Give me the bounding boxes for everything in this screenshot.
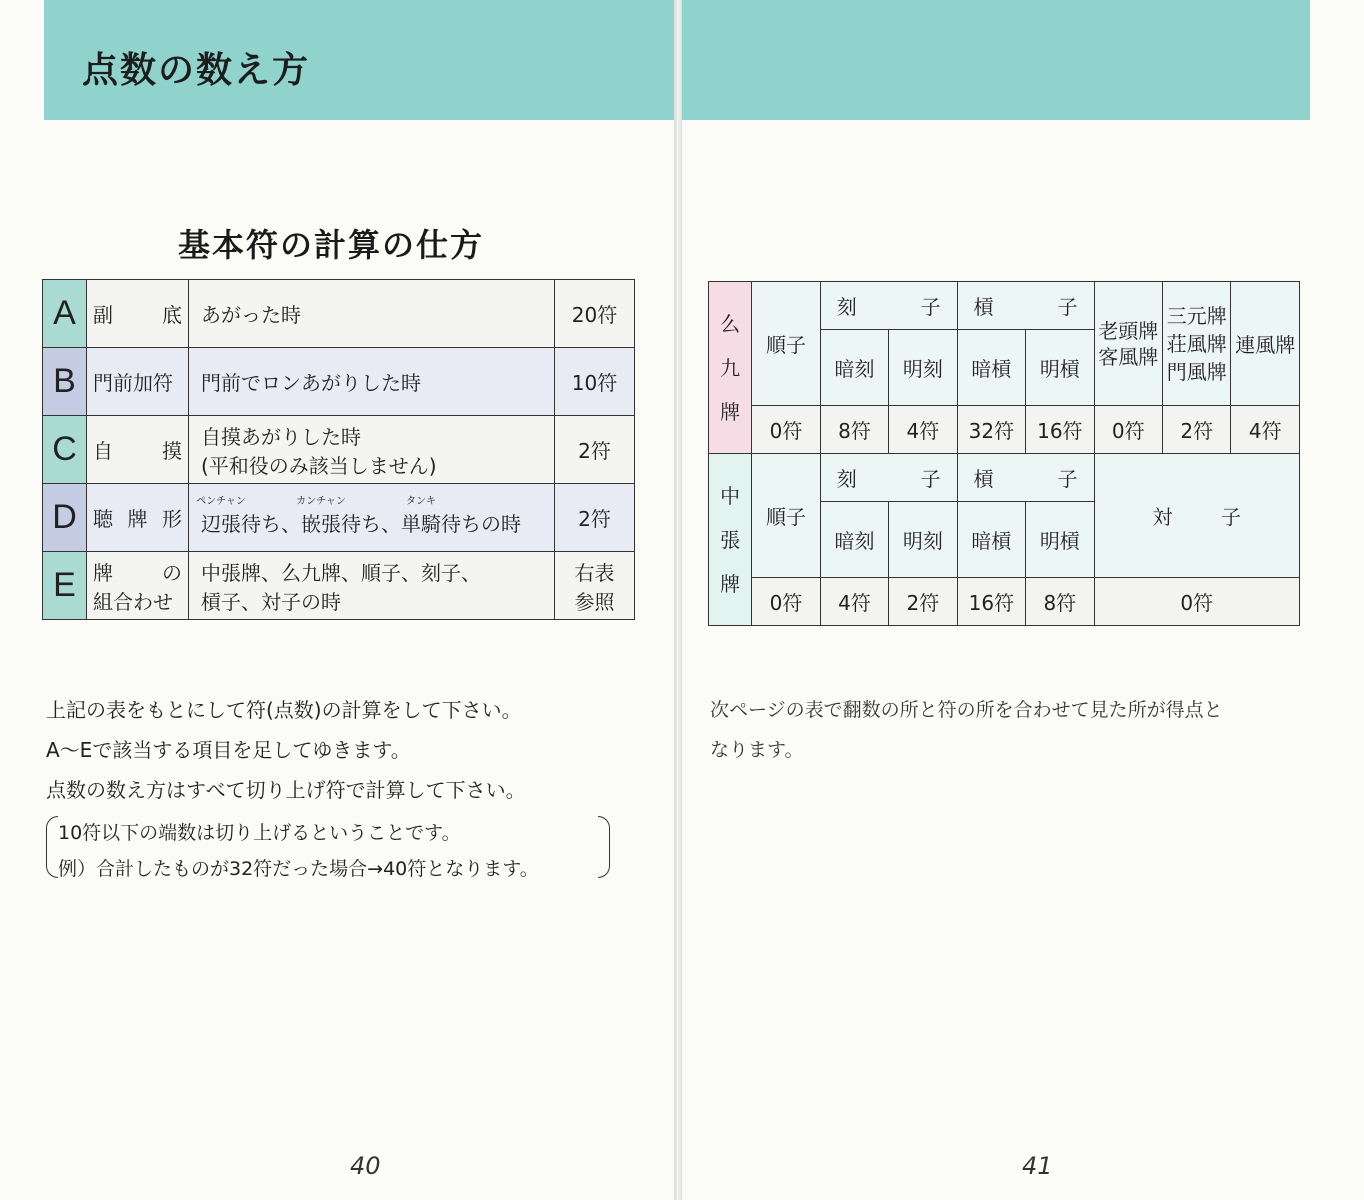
row-points: 20符 [555, 280, 635, 348]
category-char: 中 [720, 483, 741, 508]
base-fu-table [42, 279, 635, 620]
cond-text: 待ち、 [341, 512, 401, 536]
sub-header: 明刻 [889, 330, 957, 406]
row-condition: 門前でロンあがりした時 [189, 348, 555, 416]
table-row [43, 348, 635, 416]
row-name: 門前加符 [87, 348, 189, 416]
row-name-part: の [162, 560, 182, 585]
fu-value: 0符 [752, 406, 820, 454]
header-line: 門風牌 [1166, 359, 1227, 384]
ruby-text: タンキ [406, 496, 436, 507]
shuntsu-header: 順子 [752, 282, 820, 406]
row-points: 10符 [555, 348, 635, 416]
toitsu-header [1094, 454, 1299, 578]
row-points [555, 552, 635, 620]
kotsu-header [820, 454, 957, 502]
fu-value: 16符 [1026, 406, 1094, 454]
paren-right [598, 816, 610, 878]
row-points-line: 参照 [574, 589, 615, 614]
header-band [682, 0, 1310, 120]
category-char: 牌 [720, 571, 741, 596]
kotsu-header [820, 282, 957, 330]
row-name-part: 牌 [93, 560, 113, 585]
left-page [0, 0, 676, 1200]
header-char: 対 [1152, 505, 1173, 529]
fu-value: 4符 [889, 406, 957, 454]
category-char: 牌 [720, 399, 741, 424]
sub-header: 暗刻 [820, 502, 888, 578]
fu-value: 0符 [752, 578, 820, 626]
row-name [87, 484, 189, 552]
header-char: 子 [920, 467, 941, 491]
cond-text: 待ちの時 [441, 512, 521, 536]
fu-value: 2符 [1163, 406, 1231, 454]
sub-header: 明槓 [1026, 502, 1094, 578]
row-condition: あがった時 [189, 280, 555, 348]
ruby-term [196, 496, 246, 537]
sub-header: 明槓 [1026, 330, 1094, 406]
right-page [682, 0, 1364, 1200]
row-name-part: 形 [162, 507, 182, 531]
row-condition-line: 中張牌、么九牌、順子、刻子、 [201, 560, 481, 585]
row-points: 2符 [555, 416, 635, 484]
instruction-paragraph [46, 690, 526, 810]
row-name [87, 416, 189, 484]
fu-value: 8符 [1026, 578, 1094, 626]
row-condition-line: 槓子、対子の時 [201, 589, 341, 614]
row-name-part: 組合わせ [93, 589, 173, 614]
sub-header: 暗槓 [957, 502, 1025, 578]
sub-header: 暗槓 [957, 330, 1025, 406]
header-char: 刻 [836, 467, 857, 491]
row-condition-line: (平和役のみ該当しません) [201, 453, 437, 478]
row-name-part: 副 [93, 303, 113, 327]
sub-header: 暗刻 [820, 330, 888, 406]
ruby-text: カンチャン [296, 496, 346, 507]
header-line: 老頭牌 [1098, 318, 1159, 343]
category-chunchan [709, 454, 752, 626]
header-char: 槓 [973, 467, 994, 491]
honor-header-1 [1094, 282, 1162, 406]
row-name-part: 底 [162, 303, 182, 327]
row-letter: A [43, 280, 87, 348]
category-yaochu [709, 282, 752, 454]
row-name-part: 自 [93, 439, 113, 463]
header-char: 子 [920, 295, 941, 319]
text-line: 点数の数え方はすべて切り上げ符で計算して下さい。 [46, 778, 526, 802]
kantsu-header [957, 282, 1094, 330]
header-line: 客風牌 [1098, 344, 1159, 369]
fu-value: 32符 [957, 406, 1025, 454]
row-name [87, 280, 189, 348]
row-name-part: 聴 [93, 507, 113, 531]
note-line: 10符以下の端数は切り上げるということです。 [58, 822, 461, 844]
row-name-part: 牌 [127, 507, 148, 531]
text-line: A〜Eで該当する項目を足してゆきます。 [46, 738, 411, 762]
table-row [43, 484, 635, 552]
row-condition [189, 416, 555, 484]
row-name-part: 摸 [162, 439, 182, 463]
fu-value: 16符 [957, 578, 1025, 626]
header-line: 三元牌 [1166, 303, 1227, 328]
header-char: 刻 [836, 295, 857, 319]
table-row [43, 416, 635, 484]
kantsu-header [957, 454, 1094, 502]
row-name [87, 552, 189, 620]
fu-value: 0符 [1094, 406, 1162, 454]
fu-value: 2符 [889, 578, 957, 626]
row-condition-line: 自摸あがりした時 [201, 424, 361, 449]
row-letter: E [43, 552, 87, 620]
category-char: 九 [720, 355, 741, 380]
row-letter: B [43, 348, 87, 416]
cond-text: 待ち、 [241, 512, 301, 536]
row-points-line: 右表 [574, 560, 615, 585]
honor-header-2 [1163, 282, 1231, 406]
category-char: 張 [720, 527, 741, 552]
paren-left [46, 816, 58, 878]
term-text: 辺張 [201, 512, 241, 536]
table-row [43, 280, 635, 348]
header-char: 子 [1221, 505, 1241, 529]
table-row [709, 454, 1300, 502]
fu-value: 8符 [820, 406, 888, 454]
term-text: 単騎 [401, 512, 441, 536]
fu-value: 0符 [1094, 578, 1299, 626]
page-title: 点数の数え方 [82, 50, 311, 91]
text-line: 上記の表をもとにして符(点数)の計算をして下さい。 [46, 698, 522, 722]
shuntsu-header: 順子 [752, 454, 820, 578]
header-char: 子 [1057, 295, 1078, 319]
term-text: 嵌張 [301, 512, 341, 536]
note-block [46, 812, 610, 882]
row-condition [189, 484, 555, 552]
page-number: 40 [350, 1152, 381, 1180]
table-row [709, 578, 1300, 626]
header-char: 子 [1057, 467, 1078, 491]
row-points: 2符 [555, 484, 635, 552]
fu-value: 4符 [1231, 406, 1300, 454]
explanation-paragraph [710, 690, 1310, 770]
category-char: 么 [720, 311, 741, 336]
tile-fu-table [708, 281, 1300, 626]
header-char: 槓 [973, 295, 994, 319]
renpu-header: 連風牌 [1231, 282, 1300, 406]
row-condition [189, 552, 555, 620]
fu-value: 4符 [820, 578, 888, 626]
row-letter: D [43, 484, 87, 552]
sub-header: 明刻 [889, 502, 957, 578]
ruby-term [296, 496, 346, 537]
table-row [709, 282, 1300, 330]
section-title: 基本符の計算の仕方 [178, 226, 485, 264]
ruby-term [401, 496, 441, 537]
note-line: 例）合計したものが32符だった場合→40符となります。 [58, 858, 539, 880]
ruby-text: ペンチャン [196, 496, 246, 507]
page-number: 41 [1022, 1152, 1053, 1180]
header-line: 荘風牌 [1166, 331, 1227, 356]
table-row [43, 552, 635, 620]
table-row [709, 406, 1300, 454]
row-letter: C [43, 416, 87, 484]
text-line: なります。 [710, 739, 804, 761]
text-line: 次ページの表で翻数の所と符の所を合わせて見た所が得点と [710, 699, 1223, 721]
